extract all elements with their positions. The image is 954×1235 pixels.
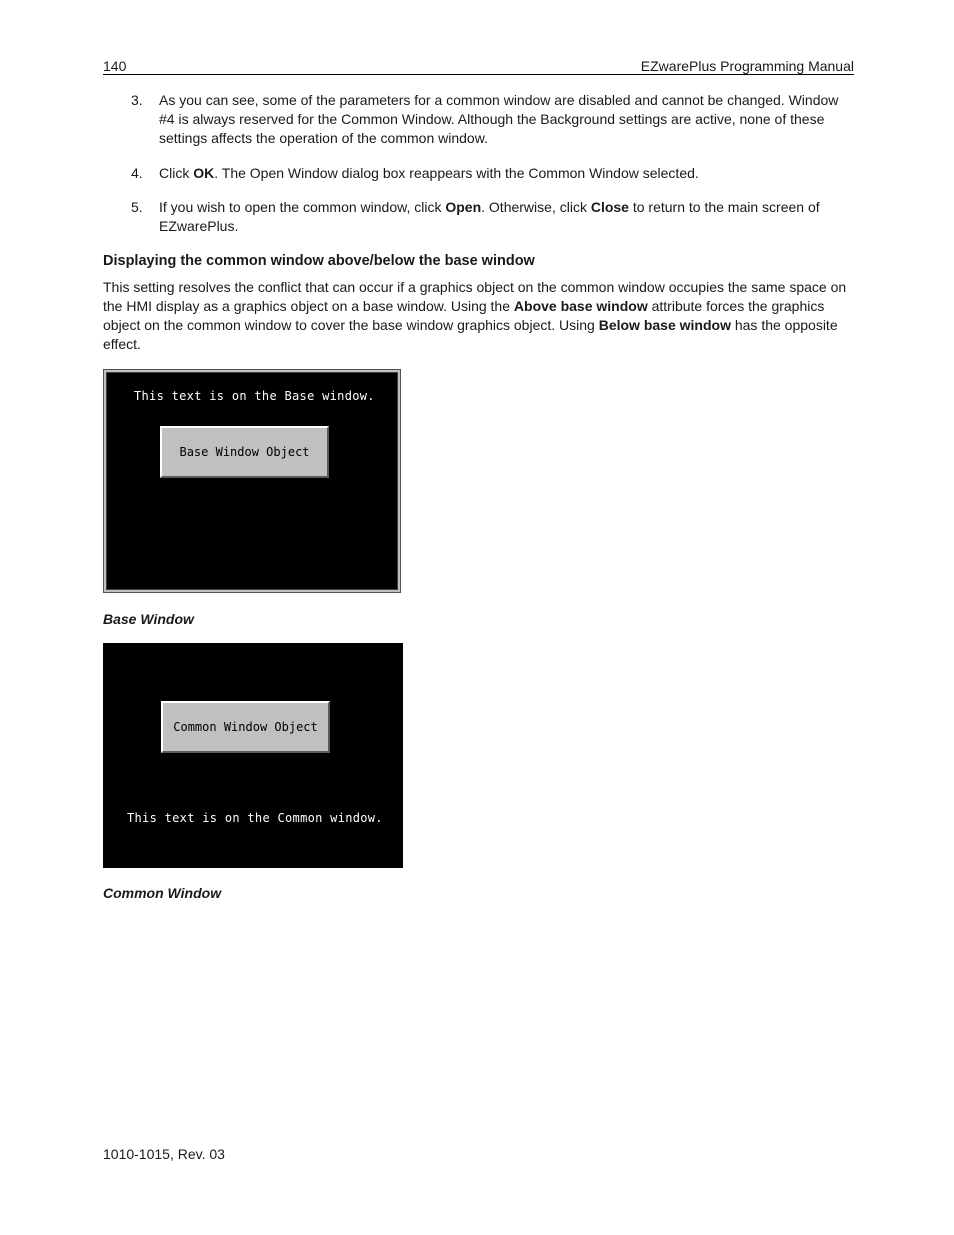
manual-title: EZwarePlus Programming Manual	[640, 58, 854, 74]
close-label: Close	[590, 199, 629, 215]
base-window-caption: Base Window	[103, 611, 194, 627]
below-base-window-label: Below base window	[598, 317, 731, 333]
list-item-step-3	[103, 91, 854, 148]
step-number: 3.	[131, 92, 143, 108]
step-number: 5.	[131, 199, 143, 215]
step-text: Click OK. The Open Window dialog box reappears with the Common Window selected.	[159, 165, 699, 181]
base-window-text: This text is on the Base window.	[134, 389, 375, 403]
above-base-window-label: Above base window	[513, 298, 648, 314]
ok-label: OK	[193, 165, 215, 181]
open-label: Open	[445, 199, 482, 215]
common-window-caption: Common Window	[103, 885, 222, 901]
page-footer: 1010-1015, Rev. 03	[103, 1146, 225, 1162]
section-paragraph: This setting resolves the conflict that can occur if a graphics object on the common window occupies the same space on the HMI display as a graphics object on a base window. Using the Above base window attribute forces the graphics object on the common window to cover the base window graphics object. Using Below base window has the opposite effect.	[103, 279, 847, 352]
step-text: If you wish to open the common window, click Open. Otherwise, click Close to return to the main screen of EZwarePlus.	[159, 199, 820, 234]
common-window-text: This text is on the Common window.	[127, 811, 383, 825]
list-item-step-4	[103, 164, 854, 183]
common-window-figure	[103, 643, 403, 868]
step-number: 4.	[131, 165, 143, 181]
list-item-step-5	[103, 198, 854, 236]
step-text: As you can see, some of the parameters for a common window are disabled and cannot be changed. Window #4 is always reserved for the Common Window. Although the Background settings are active, none of these settings affects the operation of the common window.	[159, 92, 839, 146]
base-window-figure	[103, 369, 401, 593]
page-number: 140	[103, 58, 127, 74]
base-window-object-button: Base Window Object	[160, 426, 329, 478]
section-heading: Displaying the common window above/below the base window	[103, 253, 535, 269]
page-header	[103, 57, 854, 75]
common-window-object-button: Common Window Object	[161, 701, 330, 753]
